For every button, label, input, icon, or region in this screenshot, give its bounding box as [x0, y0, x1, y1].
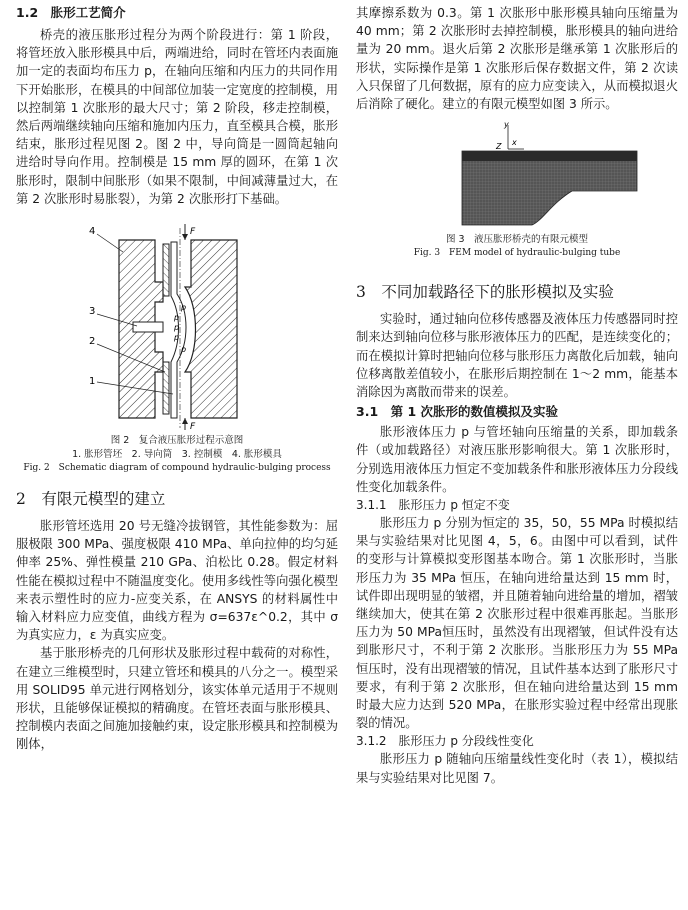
- section-1-2-paragraph: 桥壳的液压胀形过程分为两个阶段进行：第 1 阶段，将管坯放入胀形模具中后，两端进给，同时在管坯内表面施加一定的表面均布压力 p，在轴向压缩和内压力的共同作用下开始胀形，在模具的中间部位加装一定宽度的控制模，用以控制第 1 次胀形的最大尺寸；第 2 阶段，移走控制模，然后两端继续轴向压缩和施加内压力，直至模具合模，胀形结束，胀形过程见图 2。图 2 中，导向筒是一圆筒起轴向进给时导向作用。控制模是 15 mm 厚的圆环，在第 1 次胀形时，限制中间胀形（如果不限制，中间减薄量过大，在第 2 次胀形时易胀裂），为第 2 次胀形打下基础。: [16, 28, 338, 206]
- left-column: [16, 4, 338, 754]
- section-3-1-title: 3.1 第 1 次胀形的数值模拟及实验: [356, 404, 559, 420]
- pressure-label: p: [174, 313, 180, 323]
- force-label-bottom: F: [190, 422, 196, 433]
- section-3-1-paragraph: 胀形液体压力 p 与管坯轴向压缩量的关系，即加载条件（或加载路径）对液压胀形影响很大。第 1 次胀形时，分别选用液体压力恒定不变加载条件和胀形液体压力分段线性变化加载条件。: [356, 425, 678, 494]
- right-die: [185, 240, 237, 418]
- label-2: 2: [89, 336, 96, 348]
- pressure-label: p: [181, 303, 187, 313]
- figure-2-parts: 1. 胀形管坯 2. 导向筒 3. 控制模 4. 胀形模具: [72, 449, 282, 461]
- section-2-paragraph-1: 胀形管坯选用 20 号无缝冷拔钢管，其性能参数为：屈服极限 300 MPa、强度极限 410 MPa、单向拉伸的均匀延伸率 25%、弹性模量 210 GPa、泊松比 0.28。假定材料性能在模拟过程中不随温度变化。使用多线性等向强化模型来表示塑性时的应力-应变关系，在 ANSYS 的材料属性中输入材料应力应变值，曲线方程为 σ=637ε^0.2，其中 σ 为真实应力，ε 为真实应变。: [16, 519, 338, 643]
- section-3-1-1-paragraph: 胀形压力 p 分别为恒定的 35，50，55 MPa 时模拟结果与实验结果对比见图 4，5，6。由图中可以看到，试件的变形与计算模拟变形图基本吻合。第 1 次胀形时，当胀形压力为 35 MPa 恒压，在轴向进给量达到 15 mm 时，试件即出现明显的皱褶，并且随着轴向进给量的增加，褶皱继续加大，使其在第 2 次胀形过程中很难再胀起。当胀形压力为 50 MPa恒压时，虽然没有出现褶皱，但试件没有达到胀形尺寸，不利于第 2 次胀形。当胀形压力为 55 MPa恒压时，没有出现褶皱的情况，且试件基本达到了胀形尺寸要求，有利于第 2 次胀形，但在轴向进给量达到 15 mm 时最大应力达到 520 MPa，在胀形实验过程中经常出现胀裂的情况。: [356, 516, 678, 731]
- label-1: 1: [89, 376, 96, 388]
- section-1-2-title: 1.2 胀形工艺简介: [16, 5, 126, 20]
- figure-3: [356, 121, 678, 260]
- label-3: 3: [89, 306, 96, 318]
- pressure-label: p: [181, 345, 187, 355]
- right-column: [356, 4, 678, 787]
- section-3-1-2-title: 3.1.2 胀形压力 p 分段线性变化: [356, 734, 534, 749]
- section-2-title: 2 有限元模型的建立: [16, 490, 166, 509]
- continued-paragraph: 其摩擦系数为 0.3。第 1 次胀形中胀形模具轴向压缩量为 40 mm；第 2 次胀形时去掉控制模，胀形模具的轴向进给量为 20 mm。退火后第 2 次胀形是继承第 1 次胀形后的形状，实际操作是第 1 次胀形后保存数据文件，第 2 次读入只保留了几何数据，原有的应力应变读入，从而模拟退火后消除了硬化。建立的有限元模型如图 3 所示。: [356, 6, 678, 112]
- axis-z: Z: [496, 142, 502, 152]
- guide-tube-upper: [163, 244, 169, 296]
- section-3-paragraph: 实验时，通过轴向位移传感器及液体压力传感器同时控制来达到轴向位移与胀形液体压力的匹配，是连续变化的；而在模拟计算时把轴向位移与胀形压力离散化后加载，轴向位移离散差值较小，在胀形后期控制在 1～2 mm，能基本消除因为离散而带来的误差。: [356, 312, 678, 400]
- axis-y: y: [504, 121, 509, 130]
- section-3-1-2-paragraph: 胀形压力 p 随轴向压缩量线性变化时（表 1），模拟结果与实验结果对比见图 7。: [356, 752, 678, 785]
- axis-x: x: [512, 138, 517, 148]
- section-3-1-1-title: 3.1.1 胀形压力 p 恒定不变: [356, 498, 510, 513]
- figure-2: [16, 222, 338, 475]
- figure-3-caption-en: Fig. 3 FEM model of hydraulic-bulging tube: [413, 248, 621, 259]
- control-die: [133, 322, 163, 332]
- guide-tube-lower: [163, 362, 169, 414]
- label-4: 4: [89, 226, 96, 238]
- figure-2-caption-en: Fig. 2 Schematic diagram of compound hydraulic-bulging process: [23, 463, 331, 474]
- bulging-process-diagram: [77, 222, 277, 432]
- force-label-top: F: [190, 227, 196, 238]
- pressure-label: p: [174, 323, 180, 333]
- fem-mesh: [462, 151, 637, 225]
- pressure-label: p: [174, 333, 180, 343]
- section-2-paragraph-2: 基于胀形桥壳的几何形状及胀形过程中载荷的对称性，在建立三维模型时，只建立管坯和模具的八分之一。模型采用 SOLID95 单元进行网格划分，该实体单元适用于不规则形状，且能够保证模拟的精确度。在管坯表面与胀形模具、控制模内表面之间施加接触约束，设定胀形模具和控制模为刚体，: [16, 646, 338, 752]
- figure-2-caption: 图 2 复合液压胀形过程示意图: [110, 435, 244, 447]
- section-3-title: 3 不同加载路径下的胀形模拟及实验: [356, 283, 614, 302]
- figure-3-caption: 图 3 液压胀形桥壳的有限元模型: [445, 234, 589, 246]
- fem-model-image: [392, 121, 642, 231]
